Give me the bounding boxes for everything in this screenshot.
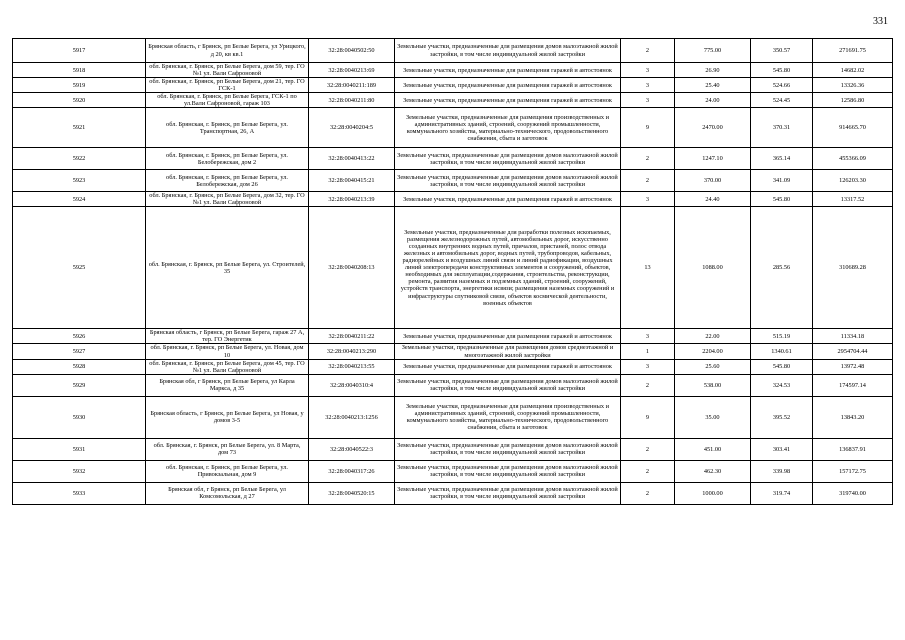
specific-value-cell: 545.80: [751, 192, 813, 207]
land-use-cell: Земельные участки, предназначенные для размещения производственных и административных зданий, строений, сооружений промышленности, коммунального хозяйства, материально-технического, продовольственного снабжения, сбыта и заготовок: [395, 396, 621, 438]
row-number-cell: 5918: [13, 63, 146, 78]
cadastral-number-cell: 32:28:0040317:26: [309, 460, 395, 482]
address-cell: обл. Брянская, г. Брянск, рп Белые Берега, дом 45, тер. ГО №1 ул. Вали Сафроновой: [146, 359, 309, 374]
category-code-cell: 2: [621, 460, 675, 482]
cadastral-number-cell: 32:28:0040213:290: [309, 344, 395, 359]
area-cell: 26.90: [675, 63, 751, 78]
cadastral-value-cell: 12586.80: [813, 93, 893, 108]
table-row: [13, 108, 893, 148]
row-number-cell: 5932: [13, 460, 146, 482]
row-number-cell: 5919: [13, 78, 146, 93]
category-code-cell: 3: [621, 359, 675, 374]
specific-value-cell: 524.66: [751, 78, 813, 93]
cadastral-number-cell: 32:28:0040211:80: [309, 93, 395, 108]
land-use-cell: Земельные участки, предназначенные для разработки полезных ископаемых, размещения железнодорожных путей, автомобильных дорог, искусственно созданных внутренних водных путей, причалов, пристаней, полос отвода железных и автомобильных дорог, водных путей, трубопроводов, кабельных, радиорелейных и воздушных линий связи и линий радиофикации, воздушных линий электропередачи конструктивных элементов и сооружений, объектов, необходимых для эксплуатации,содержания, строительства, реконструкции, ремонта, развития наземных и подземных зданий, строений, сооружений, устройств транспорта, энергетики исвязи; размещения наземных сооружений и инфраструктуры спутниковой связи, объектов космической деятельности, военных объектов: [395, 207, 621, 329]
category-code-cell: 13: [621, 207, 675, 329]
address-cell: обл. Брянская, г. Брянск, рп Белые Берега, дом 21, тер. ГО ГСК-1: [146, 78, 309, 93]
area-cell: 775.00: [675, 39, 751, 63]
area-cell: 1088.00: [675, 207, 751, 329]
area-cell: 1000.00: [675, 482, 751, 504]
address-cell: обл. Брянская, г. Брянск, рп Белые Берега, ул. Привокзальная, дом 9: [146, 460, 309, 482]
table-row: [13, 329, 893, 344]
address-cell: обл. Брянская, г. Брянск, рп Белые Берега, ул. 8 Марта, дом 73: [146, 438, 309, 460]
row-number-cell: 5923: [13, 170, 146, 192]
table-row: [13, 148, 893, 170]
area-cell: 25.60: [675, 359, 751, 374]
specific-value-cell: 545.80: [751, 63, 813, 78]
area-cell: 24.00: [675, 93, 751, 108]
address-cell: Брянская обл, г Брянск, рп Белые Берега, ул Карла Маркса, д 35: [146, 374, 309, 396]
cadastral-value-cell: 126203.30: [813, 170, 893, 192]
land-use-cell: Земельные участки, предназначенные для размещения домов малоэтажной жилой застройки, в том числе индивидуальной жилой застройки: [395, 148, 621, 170]
area-cell: 35.00: [675, 396, 751, 438]
cadastral-value-cell: 13317.52: [813, 192, 893, 207]
table-row: [13, 359, 893, 374]
cadastral-number-cell: 32:28:0040522:3: [309, 438, 395, 460]
area-cell: 538.00: [675, 374, 751, 396]
category-code-cell: 3: [621, 192, 675, 207]
address-cell: Брянская область, г Брянск, рп Белые Берега, ул Новая, у домов 3-5: [146, 396, 309, 438]
table-row: [13, 192, 893, 207]
land-use-cell: Земельные участки, предназначенные для размещения домов малоэтажной жилой застройки, в том числе индивидуальной жилой застройки: [395, 460, 621, 482]
specific-value-cell: 350.57: [751, 39, 813, 63]
land-use-cell: Земельные участки, предназначенные для размещения производственных и административных зданий, строений, сооружений промышленности, коммунального хозяйства, материально-технического, продовольственного снабжения, сбыта и заготовок: [395, 108, 621, 148]
cadastral-number-cell: 32:28:0040211:22: [309, 329, 395, 344]
category-code-cell: 3: [621, 78, 675, 93]
category-code-cell: 2: [621, 39, 675, 63]
cadastral-value-cell: 2954704.44: [813, 344, 893, 359]
table-row: [13, 396, 893, 438]
cadastral-value-cell: 455366.09: [813, 148, 893, 170]
address-cell: обл. Брянская, г. Брянск, рп Белые Берега, дом 32, тер. ГО №1 ул. Вали Сафроновой: [146, 192, 309, 207]
specific-value-cell: 395.52: [751, 396, 813, 438]
row-number-cell: 5930: [13, 396, 146, 438]
address-cell: обл. Брянская, г. Брянск, рп Белые Берега, дом 59, тер. ГО №1 ул. Вали Сафроновой: [146, 63, 309, 78]
area-cell: 462.30: [675, 460, 751, 482]
table-row: [13, 460, 893, 482]
address-cell: обл. Брянская, г. Брянск, рп Белые Берега, ул. Транспортная, 26, А: [146, 108, 309, 148]
specific-value-cell: 524.45: [751, 93, 813, 108]
cadastral-value-cell: 13843.20: [813, 396, 893, 438]
land-use-cell: Земельные участки, предназначенные для размещения домов малоэтажной жилой застройки, в том числе индивидуальной жилой застройки: [395, 438, 621, 460]
specific-value-cell: 303.41: [751, 438, 813, 460]
land-use-cell: Земельные участки, предназначенные для размещения домов малоэтажной жилой застройки, в том числе индивидуальной жилой застройки: [395, 39, 621, 63]
cadastral-value-cell: 174597.14: [813, 374, 893, 396]
category-code-cell: 3: [621, 63, 675, 78]
cadastral-number-cell: 32:28:0040310:4: [309, 374, 395, 396]
table-row: [13, 170, 893, 192]
cadastral-value-cell: 157172.75: [813, 460, 893, 482]
land-use-cell: Земельные участки, предназначенные для размещения гаражей и автостоянок: [395, 63, 621, 78]
cadastral-number-cell: 32:28:0040213:55: [309, 359, 395, 374]
category-code-cell: 9: [621, 108, 675, 148]
area-cell: 451.00: [675, 438, 751, 460]
table-row: [13, 438, 893, 460]
specific-value-cell: 365.14: [751, 148, 813, 170]
land-use-cell: Земельные участки, предназначенные для размещения домов среднеэтажной и многоэтажной жилой застройки: [395, 344, 621, 359]
cadastral-number-cell: 32:28:0040204:5: [309, 108, 395, 148]
cadastral-number-cell: 32:28:0040211:189: [309, 78, 395, 93]
cadastral-value-cell: 914665.70: [813, 108, 893, 148]
category-code-cell: 2: [621, 148, 675, 170]
table-body: [13, 39, 893, 505]
specific-value-cell: 324.53: [751, 374, 813, 396]
area-cell: 2470.00: [675, 108, 751, 148]
specific-value-cell: 339.98: [751, 460, 813, 482]
address-cell: обл. Брянская, г. Брянск, рп Белые Берега, ГСК-1 по ул.Вали Сафроновой, гараж 103: [146, 93, 309, 108]
land-use-cell: Земельные участки, предназначенные для размещения домов малоэтажной жилой застройки, в том числе индивидуальной жилой застройки: [395, 374, 621, 396]
specific-value-cell: 319.74: [751, 482, 813, 504]
table-row: [13, 344, 893, 359]
specific-value-cell: 341.09: [751, 170, 813, 192]
cadastral-number-cell: 32:28:0040520:15: [309, 482, 395, 504]
category-code-cell: 1: [621, 344, 675, 359]
specific-value-cell: 285.56: [751, 207, 813, 329]
cadastral-number-cell: 32:28:0040213:1256: [309, 396, 395, 438]
land-use-cell: Земельные участки, предназначенные для размещения домов малоэтажной жилой застройки, в том числе индивидуальной жилой застройки: [395, 482, 621, 504]
address-cell: обл. Брянская, г. Брянск, рп Белые Берега, ул. Белобережская, дом 26: [146, 170, 309, 192]
address-cell: обл. Брянская, г. Брянск, рп Белые Берега, ул. Новая, дом 10: [146, 344, 309, 359]
row-number-cell: 5931: [13, 438, 146, 460]
table-row: [13, 39, 893, 63]
land-use-cell: Земельные участки, предназначенные для размещения гаражей и автостоянок: [395, 93, 621, 108]
table-row: [13, 482, 893, 504]
row-number-cell: 5928: [13, 359, 146, 374]
row-number-cell: 5921: [13, 108, 146, 148]
category-code-cell: 3: [621, 329, 675, 344]
category-code-cell: 2: [621, 438, 675, 460]
address-cell: Брянская обл, г Брянск, рп Белые Берега, ул Комсомольская, д 27: [146, 482, 309, 504]
category-code-cell: 2: [621, 482, 675, 504]
specific-value-cell: 545.80: [751, 359, 813, 374]
cadastral-number-cell: 32:28:0040502:50: [309, 39, 395, 63]
category-code-cell: 2: [621, 170, 675, 192]
cadastral-value-cell: 11334.18: [813, 329, 893, 344]
area-cell: 22.00: [675, 329, 751, 344]
page-number: 331: [873, 16, 888, 27]
cadastral-value-cell: 319740.00: [813, 482, 893, 504]
row-number-cell: 5924: [13, 192, 146, 207]
area-cell: 24.40: [675, 192, 751, 207]
table-row: [13, 93, 893, 108]
cadastral-value-cell: 271691.75: [813, 39, 893, 63]
land-use-cell: Земельные участки, предназначенные для размещения гаражей и автостоянок: [395, 359, 621, 374]
cadastral-number-cell: 32:28:0040213:69: [309, 63, 395, 78]
land-use-cell: Земельные участки, предназначенные для размещения гаражей и автостоянок: [395, 329, 621, 344]
cadastral-value-cell: 13326.36: [813, 78, 893, 93]
cadastral-number-cell: 32:28:0040413:22: [309, 148, 395, 170]
row-number-cell: 5920: [13, 93, 146, 108]
specific-value-cell: 370.31: [751, 108, 813, 148]
category-code-cell: 2: [621, 374, 675, 396]
land-use-cell: Земельные участки, предназначенные для размещения гаражей и автостоянок: [395, 192, 621, 207]
cadastral-value-cell: 13972.48: [813, 359, 893, 374]
area-cell: 2204.00: [675, 344, 751, 359]
table-row: [13, 63, 893, 78]
table-row: [13, 207, 893, 329]
table-row: [13, 374, 893, 396]
address-cell: Брянская область, г Брянск, рп Белые Берега, гараж 27 А, тер. ГО Энергетик: [146, 329, 309, 344]
address-cell: обл. Брянская, г. Брянск, рп Белые Берега, ул. Белобережская, дом 2: [146, 148, 309, 170]
cadastral-number-cell: 32:28:0040208:13: [309, 207, 395, 329]
specific-value-cell: 515.19: [751, 329, 813, 344]
specific-value-cell: 1340.61: [751, 344, 813, 359]
row-number-cell: 5929: [13, 374, 146, 396]
row-number-cell: 5933: [13, 482, 146, 504]
area-cell: 1247.10: [675, 148, 751, 170]
address-cell: Брянская область, г Брянск, рп Белые Берега, ул Урицкого, д 20, кв кв.1: [146, 39, 309, 63]
category-code-cell: 9: [621, 396, 675, 438]
row-number-cell: 5926: [13, 329, 146, 344]
cadastral-number-cell: 32:28:0040213:39: [309, 192, 395, 207]
address-cell: обл. Брянская, г. Брянск, рп Белые Берега, ул. Строителей, 35: [146, 207, 309, 329]
row-number-cell: 5917: [13, 39, 146, 63]
area-cell: 370.00: [675, 170, 751, 192]
row-number-cell: 5925: [13, 207, 146, 329]
cadastral-number-cell: 32:28:0040415:21: [309, 170, 395, 192]
category-code-cell: 3: [621, 93, 675, 108]
table-row: [13, 78, 893, 93]
land-use-cell: Земельные участки, предназначенные для размещения домов малоэтажной жилой застройки, в том числе индивидуальной жилой застройки: [395, 170, 621, 192]
cadastral-value-table: [12, 38, 893, 505]
land-use-cell: Земельные участки, предназначенные для размещения гаражей и автостоянок: [395, 78, 621, 93]
cadastral-value-cell: 310689.28: [813, 207, 893, 329]
cadastral-value-cell: 136837.91: [813, 438, 893, 460]
row-number-cell: 5922: [13, 148, 146, 170]
area-cell: 25.40: [675, 78, 751, 93]
cadastral-value-cell: 14682.02: [813, 63, 893, 78]
row-number-cell: 5927: [13, 344, 146, 359]
